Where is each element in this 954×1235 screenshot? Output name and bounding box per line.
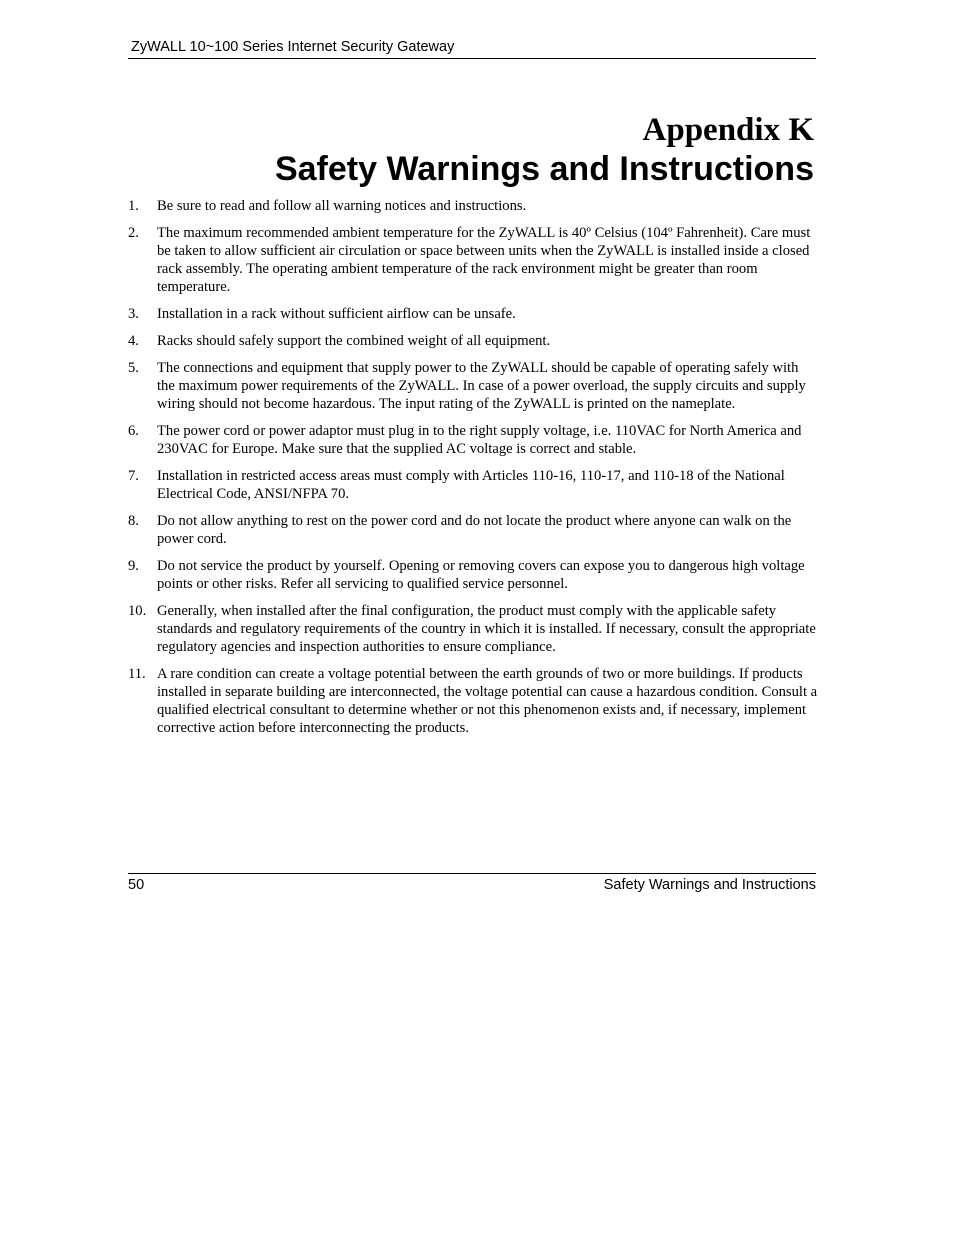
appendix-title: Appendix K xyxy=(642,112,814,148)
list-item xyxy=(128,332,818,350)
list-item xyxy=(128,305,818,323)
list-item xyxy=(128,512,818,548)
item-text: The maximum recommended ambient temperature for the ZyWALL is 40º Celsius (104º Fahrenheit). Care must be taken to allow sufficient air circulation or space between units when the ZyWALL is installed inside a closed rack assembly. The operating ambient temperature of the rack environment might be greater than room temperature. xyxy=(157,225,811,295)
item-number: 3. xyxy=(128,306,139,322)
page-number: 50 xyxy=(128,877,145,893)
section-title: Safety Warnings and Instructions xyxy=(274,150,814,188)
item-number: 8. xyxy=(128,513,139,529)
item-number: 5. xyxy=(128,360,139,376)
item-text: Installation in restricted access areas must comply with Articles 110-16, 110-17, and 110-18 of the National Electrical Code, ANSI/NFPA 70. xyxy=(157,468,785,502)
item-text: Generally, when installed after the final configuration, the product must comply with the applicable safety standards and regulatory requirements of the country in which it is installed. If necessary, consult the appropriate regulatory agencies and inspection authorities to ensure compliance. xyxy=(157,603,816,655)
title-block xyxy=(275,111,814,189)
item-number: 7. xyxy=(128,468,139,484)
running-title: ZyWALL 10~100 Series Internet Security Gateway xyxy=(131,39,455,55)
item-number: 4. xyxy=(128,333,139,349)
item-number: 1. xyxy=(128,198,139,214)
list-item xyxy=(128,359,818,413)
page-footer xyxy=(128,873,816,896)
item-text: Racks should safely support the combined weight of all equipment. xyxy=(157,333,551,349)
page-header xyxy=(128,38,816,59)
warnings-list xyxy=(128,197,818,746)
footer-section-title: Safety Warnings and Instructions xyxy=(603,877,816,893)
list-item xyxy=(128,665,818,737)
list-item xyxy=(128,224,818,296)
item-number: 9. xyxy=(128,558,139,574)
item-text: The connections and equipment that supply power to the ZyWALL should be capable of operating safely with the maximum power requirements of the ZyWALL. In case of a power overload, the supply circuits and supply wiring should not become hazardous. The input rating of the ZyWALL is printed on the nameplate. xyxy=(157,360,806,412)
item-text: Do not allow anything to rest on the power cord and do not locate the product where anyone can walk on the power cord. xyxy=(157,513,792,547)
item-text: The power cord or power adaptor must plug in to the right supply voltage, i.e. 110VAC for North America and 230VAC for Europe. Make sure that the supplied AC voltage is correct and stable. xyxy=(157,423,802,457)
item-text: Installation in a rack without sufficient airflow can be unsafe. xyxy=(157,306,516,322)
item-text: Do not service the product by yourself. Opening or removing covers can expose you to dangerous high voltage points or other risks. Refer all servicing to qualified service personnel. xyxy=(157,558,805,592)
item-number: 2. xyxy=(128,225,139,241)
list-item xyxy=(128,467,818,503)
item-text: A rare condition can create a voltage potential between the earth grounds of two or more buildings. If products installed in separate building are interconnected, the voltage potential can cause a hazardous condition. Consult a qualified electrical consultant to determine whether or not this phenomenon exists and, if necessary, implement corrective action before interconnecting the products. xyxy=(157,666,818,736)
list-item xyxy=(128,602,818,656)
list-item xyxy=(128,422,818,458)
item-number: 10. xyxy=(128,603,147,619)
item-text: Be sure to read and follow all warning notices and instructions. xyxy=(157,198,527,214)
item-number: 6. xyxy=(128,423,139,439)
item-number: 11. xyxy=(128,666,146,682)
list-item xyxy=(128,557,818,593)
list-item xyxy=(128,197,818,215)
